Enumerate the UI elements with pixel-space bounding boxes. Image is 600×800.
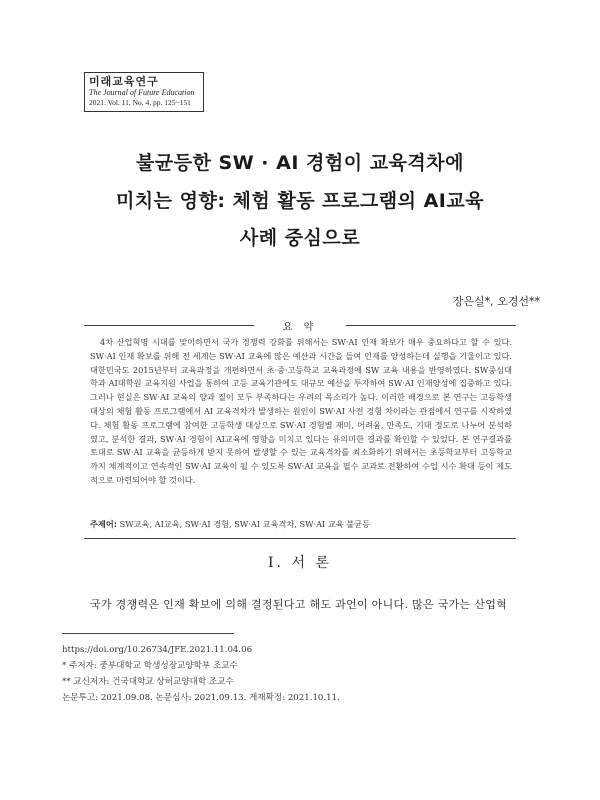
abstract-bottom-divider [84,538,516,539]
authors: 장은실*, 오경선** [452,295,540,308]
keywords [90,519,512,530]
journal-info-box [84,72,204,112]
paper-title-line-1: 불균등한 SW · AI 경험이 교육격차에 [136,152,464,174]
footnote-corresponding-author: ** 교신저자: 건국대학교 상허교양대학 조교수 [62,677,234,687]
journal-name-korean: 미래교육연구 [89,75,159,88]
footnote-first-author: * 주저자: 중부대학교 학생성장교양학부 조교수 [62,661,238,671]
section-heading: Ⅰ. 서 론 [268,555,332,571]
journal-name-english: The Journal of Future Education [89,88,195,97]
journal-volume-info: 2021. Vol. 11, No. 4, pp. 125~151 [89,98,191,107]
body-paragraph: 국가 경쟁력은 인재 확보에 의해 결정된다고 해도 과언이 아니다. 많은 국가는 산업혁 [90,598,508,611]
footnotes [62,642,542,706]
abstract-label: 요 약 [282,322,318,333]
keywords-list: SW교육, AI교육, SW·AI 경험, SW·AI 교육격차, SW·AI 교육 불균등 [119,519,370,529]
doi-link[interactable]: https://doi.org/10.26734/JFE.2021.11.04.06 [62,645,253,655]
paper-title-line-3: 사례 중심으로 [239,227,361,249]
paper-title-line-2: 미치는 영향: 체험 활동 프로그램의 AI교육 [115,190,485,212]
abstract-text: 4차 산업혁명 시대를 맞이하면서 국가 경쟁력 강화를 위해서는 SW·AI 인재 확보가 매우 중요하다고 할 수 있다. SW·AI 인재 확보를 위해 전 세계는 SW·AI 교육에 많은 예산과 시간을 들여 인재를 양성하는데 실행을 기울이고 있다. 대한민국도 2015년부터 교육과정을 개편하면서 초·중·고등학교 교육과정에 SW 교육 내용을 반영하였다. SW중심대학과 AI대학원 교육지원 사업을 통하여 고등 교육기관에도 대규모 예산을 투자하여 SW·AI 인재양성에 집중하고 있다. 그러나 현실은 SW·AI 교육의 양과 질이 모두 부족하다는 우려의 목소리가 높다. 이러한 배경으로 본 연구는 고등학생 대상의 체험 활동 프로그램에서 AI 교육격차가 발생하는 원인이 SW·AI 사전 경험 차이라는 관점에서 연구를 시작하였다. 체험 활동 프로그램에 참여한 고등학생 대상으로 SW·AI 경험별 재미, 어려움, 만족도, 기대 정도로 나누어 분석하였고, 분석한 결과, SW·AI 경험이 AI교육에 영향을 미치고 있다는 유의미한 결과를 확인할 수 있었다. 본 연구결과를 토대로 SW·AI 교육을 균등하게 받지 못하여 발생할 수 있는 교육격차를 최소화하기 위해서는 초등학교부터 고등학교까지 체계적이고 연속적인 SW·AI 교육이 될 수 있도록 SW·AI 교육을 필수 교과로 전환하여 수업 시수 확대 등이 제도적으로 마련되어야 할 것이다. [90,337,513,485]
footnote-divider [62,633,234,634]
keywords-label: 주제어: [90,519,118,529]
abstract-divider-right [346,325,516,326]
submission-dates: 논문투고: 2021.09.08. 논문심사: 2021.09.13. 게재확정: 2021.10.11. [62,693,340,703]
